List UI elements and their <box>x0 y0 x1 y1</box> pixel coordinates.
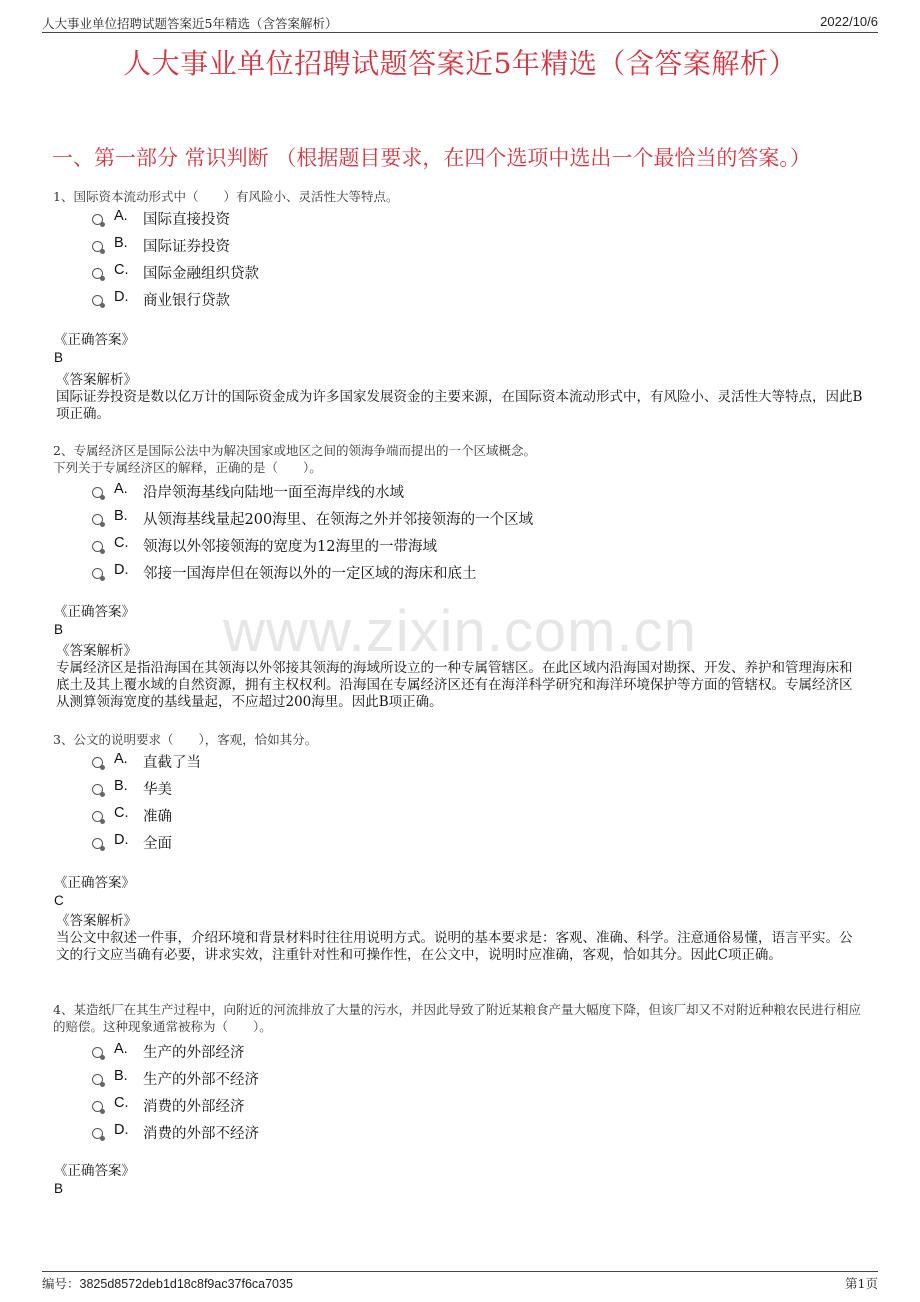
explanation-text: 国际证券投资是数以亿万计的国际资金成为许多国家发展资金的主要来源，在国际资本流动形式中，有风险小、灵活性大等特点，因此B项正确。 <box>56 389 863 422</box>
answer-label: 《正确答案》 <box>54 332 135 348</box>
option-text: 生产的外部经济 <box>143 1045 245 1061</box>
question-3-answer <box>54 875 135 909</box>
question-3-stem: 3、公文的说明要求（ ），客观，恰如其分。 <box>53 732 318 747</box>
question-2-stem-line2: 下列关于专属经济区的解释，正确的是（ ）。 <box>53 460 322 475</box>
question-3-explanation <box>56 913 864 964</box>
option-key: C. <box>114 535 129 551</box>
option-text: 领海以外邻接领海的宽度为12海里的一带海域 <box>143 539 437 555</box>
header-doc-title: 人大事业单位招聘试题答案近5年精选（含答案解析） <box>42 16 338 31</box>
question-2-answer <box>54 604 135 638</box>
explanation-label: 《答案解析》 <box>56 643 137 659</box>
radio-icon[interactable] <box>92 1128 103 1139</box>
option-key: B. <box>114 508 128 524</box>
explanation-label: 《答案解析》 <box>56 913 137 929</box>
radio-icon[interactable] <box>92 487 103 498</box>
answer-label: 《正确答案》 <box>54 875 135 891</box>
option-key: B. <box>114 778 128 794</box>
question-2-stem-line1: 2、专属经济区是国际公法中为解决国家或地区之间的领海争端而提出的一个区域概念。 <box>53 443 536 458</box>
question-1-stem: 1、国际资本流动形式中（ ）有风险小、灵活性大等特点。 <box>53 189 399 204</box>
radio-icon[interactable] <box>92 241 103 252</box>
option-key: A. <box>114 481 128 497</box>
answer-value: C <box>54 893 64 908</box>
option-text: 消费的外部不经济 <box>143 1126 259 1142</box>
option-text: 华美 <box>143 782 172 798</box>
radio-icon[interactable] <box>92 1101 103 1112</box>
question-1-answer <box>54 332 135 366</box>
page-number: 第1页 <box>845 1276 878 1291</box>
section-heading: 一、第一部分 常识判断 （根据题目要求，在四个选项中选出一个最恰当的答案。） <box>52 146 811 170</box>
radio-icon[interactable] <box>92 541 103 552</box>
option-key: D. <box>114 1122 129 1138</box>
answer-value: B <box>54 622 64 637</box>
option-text: 从领海基线量起200海里、在领海之外并邻接领海的一个区域 <box>143 512 534 528</box>
option-key: A. <box>114 1041 128 1057</box>
radio-icon[interactable] <box>92 568 103 579</box>
option-text: 直截了当 <box>143 755 201 771</box>
answer-label: 《正确答案》 <box>54 1163 135 1179</box>
option-key: C. <box>114 805 129 821</box>
answer-label: 《正确答案》 <box>54 604 135 620</box>
radio-icon[interactable] <box>92 214 103 225</box>
radio-icon[interactable] <box>92 784 103 795</box>
serial-number: 3825d8572deb1d18c8f9ac37f6ca7035 <box>79 1277 293 1291</box>
option-key: B. <box>114 235 128 251</box>
explanation-label: 《答案解析》 <box>56 372 137 388</box>
answer-value: B <box>54 350 64 365</box>
radio-icon[interactable] <box>92 295 103 306</box>
document-title: 人大事业单位招聘试题答案近5年精选（含答案解析） <box>123 47 797 80</box>
radio-icon[interactable] <box>92 811 103 822</box>
option-text: 商业银行贷款 <box>143 293 230 309</box>
option-text: 全面 <box>143 836 172 852</box>
question-4-stem: 4、某造纸厂在其生产过程中，向附近的河流排放了大量的污水，并因此导致了附近某粮食产量大幅度下降，但该厂却又不对附近种粮农民进行相应的赔偿。这种现象通常被称为（ ）。 <box>53 1002 861 1034</box>
header-date: 2022/10/6 <box>820 14 878 29</box>
question-2-stem <box>53 442 536 476</box>
option-key: B. <box>114 1068 128 1084</box>
option-text: 国际金融组织贷款 <box>143 266 259 282</box>
radio-icon[interactable] <box>92 838 103 849</box>
option-key: C. <box>114 262 129 278</box>
explanation-text: 当公文中叙述一件事，介绍环境和背景材料时往往用说明方式。说明的基本要求是：客观、准确、科学。注意通俗易懂，语言平实。公文的行文应当确有必要，讲求实效，注重针对性和可操作性，在公文中，说明时应准确，客观，恰如其分。因此C项正确。 <box>56 930 853 963</box>
option-key: D. <box>114 289 129 305</box>
option-key: C. <box>114 1095 129 1111</box>
question-4-answer <box>54 1163 135 1197</box>
radio-icon[interactable] <box>92 1074 103 1085</box>
page-footer <box>42 1271 878 1291</box>
option-text: 国际证券投资 <box>143 239 230 255</box>
question-1-explanation <box>56 372 864 423</box>
footer-serial <box>42 1274 293 1292</box>
option-text: 国际直接投资 <box>143 212 230 228</box>
radio-icon[interactable] <box>92 1047 103 1058</box>
option-key: D. <box>114 562 129 578</box>
option-text: 沿岸领海基线向陆地一面至海岸线的水域 <box>143 485 404 501</box>
explanation-text: 专属经济区是指沿海国在其领海以外邻接其领海的海域所设立的一种专属管辖区。在此区域内沿海国对勘探、开发、养护和管理海床和底土及其上覆水域的自然资源，拥有主权权利。沿海国在专属经济区还有在海洋科学研究和海洋环境保护等方面的管辖权。专属经济区从测算领海宽度的基线量起，不应超过200海里。因此B项正确。 <box>56 660 853 710</box>
answer-value: B <box>54 1181 64 1196</box>
radio-icon[interactable] <box>92 514 103 525</box>
question-2-explanation <box>56 643 864 711</box>
serial-label: 编号： <box>42 1276 80 1291</box>
option-key: A. <box>114 208 128 224</box>
option-text: 消费的外部经济 <box>143 1099 245 1115</box>
watermark: www.zixin.com.cn <box>223 599 697 664</box>
option-key: A. <box>114 751 128 767</box>
radio-icon[interactable] <box>92 757 103 768</box>
page-header <box>42 12 878 33</box>
radio-icon[interactable] <box>92 268 103 279</box>
option-text: 邻接一国海岸但在领海以外的一定区域的海床和底土 <box>143 566 477 582</box>
option-text: 生产的外部不经济 <box>143 1072 259 1088</box>
option-key: D. <box>114 832 129 848</box>
option-text: 准确 <box>143 809 172 825</box>
